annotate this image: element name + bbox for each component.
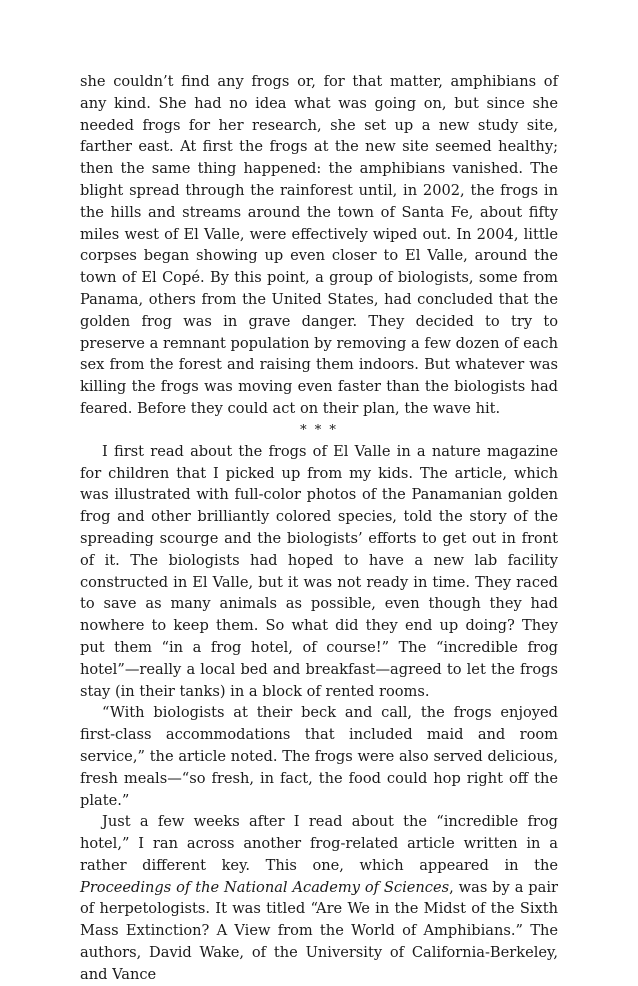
journal-title: Proceedings of the National Academy of Sciences: [80, 878, 450, 896]
book-page: [80, 71, 558, 986]
paragraph-text-before-title: Just a few weeks after I read about the “incredible frog hotel,” I ran across another frog-related article written in a rather different key. This one, which appeared in the: [80, 813, 558, 874]
paragraph-frog-hotel: I first read about the frogs of El Valle in a nature magazine for children that I picked up from my kids. The article, which was illustrated with full-color photos of the Panamanian golden frog and other brilliantly colored species, told the story of the spreading scourge and the biologists’ efforts to get out in front of it. The biologists had hoped to have a new lab facility constructed in El Valle, but it was not ready in time. They raced to save as many animals as possible, even though they had nowhere to keep them. So what did they end up doing? They put them “in a frog hotel, of course!” The “incredible frog hotel”—really a local bed and breakfast—agreed to let the frogs stay (in their tanks) in a block of rented rooms.: [80, 442, 558, 700]
section-break: * * *: [300, 422, 338, 438]
paragraph-continuation: she couldn’t find any frogs or, for that matter, amphibians of any kind. She had no idea what was going on, but since she needed frogs for her research, she set up a new study site, farther east. At first the frogs at the new site seemed healthy; then the same thing happened: the amphibians vanished. The blight spread through the rainforest until, in 2002, the frogs in the hills and streams around the town of Santa Fe, about fifty miles west of El Valle, were effectively wiped out. In 2004, little corpses began showing up even closer to El Valle, around the town of El Copé. By this point, a group of biologists, some from Panama, others from the United States, had concluded that the golden frog was in grave danger. They decided to try to preserve a remnant population by removing a few dozen of each sex from the forest and raising them indoors. But whatever was killing the frogs was moving even faster than the biologists had feared. Before they could act on their plan, the wave hit.: [80, 73, 558, 417]
paragraph-text-after-title: , was by a pair of herpetologists. It was titled “Are We in the Midst of the Sixth Mass Extinction? A View from the World of Amphibians.” The authors, David Wake, of the University of California-Berkeley, and Vance: [80, 878, 558, 983]
paragraph-first-class: “With biologists at their beck and call, the frogs enjoyed first-class accommodations that included maid and room service,” the article noted. The frogs were also served delicious, fresh meals—“so fresh, in fact, the food could hop right off the plate.”: [80, 704, 558, 809]
paragraph-sixth-extinction: [80, 811, 558, 985]
